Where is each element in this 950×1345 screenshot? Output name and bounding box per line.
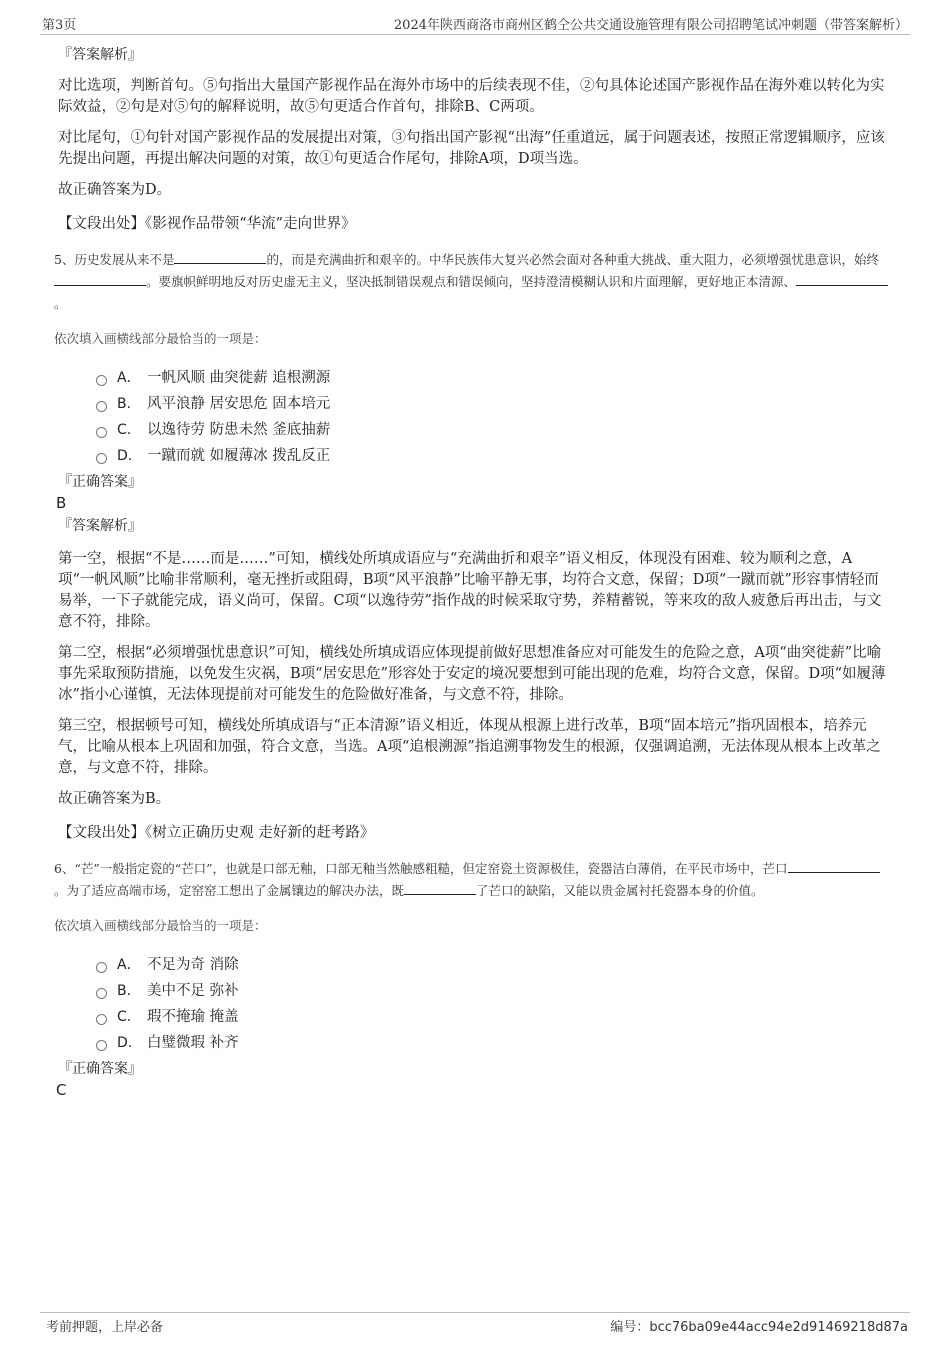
answer-tag: 『正确答案』 [58,474,142,490]
analysis-paragraph: 第二空，根据“必须增强忧患意识”可知，横线处所填成语应体现提前做好思想准备应对可能发生的危险之意，A项“曲突徙薪”比喻事先采取预防措施，以免发生灾祸，B项“居安思危”形容处于安定的境况要想到可能出现的危难，均符合文意，保留。D项“如履薄冰”指小心谨慎，无法体现提前对可能发生的危险做好准备，与文意不符，排除。 [58,645,886,703]
option-text: 不足为奇 消除 [147,957,239,973]
analysis-tag: 『答案解析』 [58,47,142,63]
option-b[interactable] [96,391,888,417]
option-d[interactable] [96,443,888,469]
analysis-paragraph: 第三空，根据顿号可知，横线处所填成语与“正本清源”语义相近，体现从根源上进行改革，B项“固本培元”指巩固根本，培养元气，比喻从根本上巩固和加强，符合文意，当选。A项“追根溯源”指追溯事物发生的根源，仅强调追溯，无法体现从根本上改革之意，与文意不符，排除。 [58,718,881,776]
option-text: 风平浪静 居安思危 固本培元 [147,396,331,412]
answer-tag: 『正确答案』 [58,1061,142,1077]
code-value: bcc76ba09e44acc94e2d91469218d87a [649,1320,908,1335]
option-text: 一蹴而就 如履薄冰 拨乱反正 [147,448,331,464]
question-prompt: 依次填入画横线部分最恰当的一项是： [54,918,267,933]
option-text: 瑕不掩瑜 掩盖 [147,1009,239,1025]
question-5 [54,249,888,844]
fill-blank [788,858,880,873]
option-list [96,952,888,1056]
option-a[interactable] [96,365,888,391]
fill-blank [54,271,146,286]
fill-blank [404,880,476,895]
option-text: 美中不足 弥补 [147,983,239,999]
option-list [96,365,888,469]
option-letter: C. [117,422,132,438]
page-number: 第3页 [42,18,77,33]
option-letter: B. [117,396,132,412]
document-title: 2024年陕西商洛市商州区鹤仝公共交通设施管理有限公司招聘笔试冲刺题（带答案解析） [393,18,908,33]
option-text: 以逸待劳 防患未然 釜底抽薪 [147,422,331,438]
analysis-paragraph: 第一空，根据“不是……而是……”可知，横线处所填成语应与“充满曲折和艰辛”语义相反，体现没有困难、较为顺利之意，A项“一帆风顺”比喻非常顺利，毫无挫折或阻碍，B项“风平浪静”比喻平静无事，均符合文意，保留；D项“一蹴而就”形容事情轻而易举，一下子就能完成，语义尚可，保留。C项“以逸待劳”指作战的时候采取守势，养精蓄锐，等来攻的敌人疲惫后再出击，与文意不符，排除。 [58,551,882,630]
option-letter: D. [117,1035,133,1051]
correct-answer: C [56,1081,67,1099]
analysis-conclusion: 故正确答案为D。 [58,182,172,198]
analysis-paragraph: 对比选项，判断首句。⑤句指出大量国产影视作品在海外市场中的后续表现不佳，②句具体论述国产影视作品在海外难以转化为实际效益，②句是对⑤句的解释说明，故⑤句更适合作首句，排除B、C两项。 [58,78,885,115]
option-text: 白璧微瑕 补齐 [147,1035,239,1051]
option-c[interactable] [96,417,888,443]
radio-icon[interactable] [96,1040,107,1051]
document-body [54,44,888,1100]
option-letter: A． [117,370,141,386]
fill-blank [796,271,888,286]
option-b[interactable] [96,978,888,1004]
option-letter: D. [117,448,133,464]
radio-icon[interactable] [96,1014,107,1025]
radio-icon[interactable] [96,453,107,464]
question-stem: 6、“芒”一般指定瓷的“芒口”，也就是口部无釉，口部无釉当然触感粗糙，但定窑瓷土资源极佳，瓷器洁白薄俏，在平民市场中，芒口。为了适应高端市场，定窑窑工想出了金属镶边的解决办法，既 了芒口的缺陷，又能以贵金属衬托瓷器本身的价值。 [54,858,888,902]
source-citation: 【文段出处】《树立正确历史观 走好新的赶考路》 [58,825,375,841]
option-c[interactable] [96,1004,888,1030]
section-previous-analysis [58,44,888,235]
code-label: 编号： [610,1320,650,1335]
analysis-conclusion: 故正确答案为B。 [58,791,171,807]
source-citation: 【文段出处】《影视作品带领“华流”走向世界》 [58,216,356,232]
correct-answer: B [56,494,67,512]
fill-blank [174,249,266,264]
footer-slogan: 考前押题，上岸必备 [46,1320,164,1335]
option-a[interactable] [96,952,888,978]
radio-icon[interactable] [96,427,107,438]
analysis-tag: 『答案解析』 [58,518,142,534]
question-prompt: 依次填入画横线部分最恰当的一项是： [54,331,267,346]
radio-icon[interactable] [96,988,107,999]
option-letter: C. [117,1009,132,1025]
page-footer [40,1312,910,1333]
radio-icon[interactable] [96,375,107,386]
document-code [610,1316,908,1335]
question-6 [54,858,888,1100]
question-stem: 5、历史发展从来不是 的，而是充满曲折和艰辛的。中华民族伟大复兴必然会面对各种重大挑战、重大阻力，必须增强忧患意识，始终。要旗帜鲜明地反对历史虚无主义，坚决抵制错误观点和错误倾向，坚持澄清模糊认识和片面理解，更好地正本清源、。 [54,249,888,315]
radio-icon[interactable] [96,401,107,412]
option-letter: A． [117,957,141,973]
option-d[interactable] [96,1030,888,1056]
option-letter: B. [117,983,132,999]
radio-icon[interactable] [96,962,107,973]
analysis-paragraph: 对比尾句，①句针对国产影视作品的发展提出对策，③句指出国产影视“出海”任重道远，属于问题表述，按照正常逻辑顺序，应该先提出问题，再提出解决问题的对策，故①句更适合作尾句，排除A项，D项当选。 [58,130,885,167]
option-text: 一帆风顺 曲突徙薪 追根溯源 [147,370,331,386]
page-header [40,12,910,35]
